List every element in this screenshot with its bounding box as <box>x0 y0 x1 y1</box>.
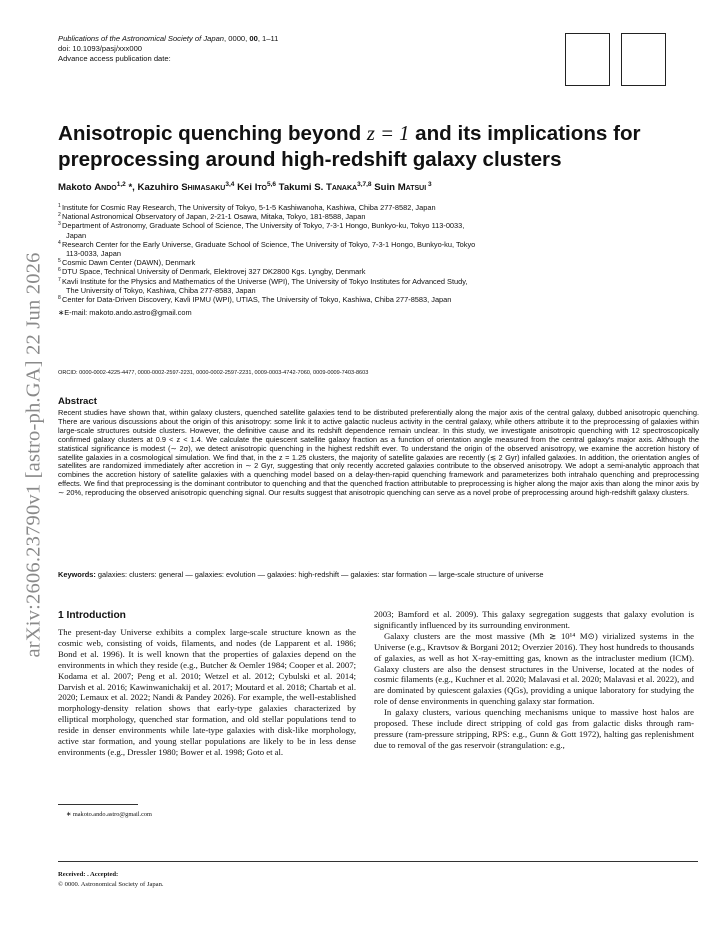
affiliation-text: Cosmic Dawn Center (DAWN), Denmark <box>62 258 196 268</box>
access-date: Advance access publication date: <box>58 54 171 63</box>
paper-title <box>58 121 678 172</box>
intro-paragraph-1-cont: 2003; Bamford et al. 2009). This galaxy segregation suggests that galaxy evolution is significantly influenced by its surrounding environment. <box>374 609 694 630</box>
affiliation-text: National Astronomical Observatory of Japan, 2-21-1 Osawa, Mitaka, Tokyo, 181-8588, Japan <box>62 212 366 222</box>
column-left <box>58 627 356 758</box>
corresponding-email[interactable]: ∗E-mail: makoto.ando.astro@gmail.com <box>58 308 192 318</box>
author-first: Makoto <box>58 182 95 194</box>
author-first: Kazuhiro <box>137 182 182 194</box>
author-last: Ito <box>254 182 267 194</box>
affiliation-list <box>58 203 698 317</box>
author-sup: 3 <box>426 181 432 188</box>
affiliation-number: 4 <box>58 239 61 246</box>
author-list <box>58 181 688 193</box>
journal-header <box>58 34 498 64</box>
intro-paragraph-2: Galaxy clusters are the most massive (Mh ≳ 10¹⁴ M⊙) virialized systems in the Universe (e.g., Kravtsov & Borgani 2012; Overzier 2016). They host hundreds to thousands of galaxies, as well as hot X-ray-emitting gas, known as the intracluster medium (ICM). Galaxy clusters are also the densest structures in the Universe, located at the nodes of cosmic filaments (e.g., Kuchner et al. 2020; Malavasi et al. 2020; Malavasi et al. 2022), and are dominated by quiescent galaxies (QGs), providing a unique laboratory for studying the role of dense environments in quenching galaxy star formation. <box>374 630 694 707</box>
author-first: Takumi S. <box>278 182 326 194</box>
affiliation-number: 3 <box>58 221 61 228</box>
affiliation-item <box>58 212 698 221</box>
affiliation-number: 1 <box>58 203 61 209</box>
received-line: Received: . Accepted: <box>58 871 119 878</box>
affiliation-number: 8 <box>58 295 61 302</box>
title-part1: Anisotropic quenching beyond <box>58 122 367 145</box>
title-part2: and its implications for preprocessing around high-redshift galaxy clusters <box>58 122 641 171</box>
author-sup: 3,4 <box>225 181 235 188</box>
abstract-text: Recent studies have shown that, within galaxy clusters, quenched satellite galaxies tend to be distributed preferentially along the major axis of the central galaxy, dubbed anisotropic quenching. There are various discussions about the origin of this anisotropy: some link it to active galactic nucleus activity in the central galaxy, while others attribute it to the preprocessing of galaxies within large-scale structures outside clusters. However, the definitive cause and its redshift dependence remain unclear. In this study, we investigate anisotropic quenching with 12 spectroscopically confirmed galaxy clusters at 0.9 < z < 1.4. We calculate the quiescent satellite galaxy fraction as a function of orientation angle measured from the central galaxy's major axis. Although the statistical significance is modest (∼ 2σ), we detect anisotropic quenching in the highest redshift ever. To understand the origin of the observed anisotropy, we examine the accretion history of satellite galaxies in a cosmological simulation. We find that, in the z = 1.25 clusters, the majority of satellite galaxies are recently (≲ 2 Gyr) infalled galaxies. In addition, the orientation angles of satellites are randomized immediately after accretion in ∼ 2 Gyr, suggesting that only recently accreted galaxies contribute to the observed anisotropy. We adopt a semi-analytic approach that combines the accretion history of satellite galaxies with a quenching model based on a delay-then-rapid quenching framework and parameterizes both intrahalo quenching and preprocessing effects. We find that preprocessing is the dominant contributor to quenching and that the quenched fraction attributable to preprocessing is higher along the major axis than along the minor axis by ∼ 20%, reproducing the observed anisotropic quenching signal. Our results suggest that anisotropic quenching can serve as a novel probe of preprocessing around high-redshift galaxy clusters. <box>58 408 699 498</box>
footnote-rule <box>58 804 138 805</box>
affiliation-item <box>58 258 698 267</box>
affiliation-number: 5 <box>58 258 61 265</box>
affiliation-text: DTU Space, Technical University of Denmark, Elektrovej 327 DK2800 Kgs. Lyngby, Denmark <box>62 267 366 277</box>
affiliation-number: 6 <box>58 267 61 274</box>
intro-paragraph-3: In galaxy clusters, various quenching mechanisms unique to massive host halos are proposed. These include direct stripping of cold gas from galactic disks through ram-pressure (ram-pressure stripping, RPS: e.g., Gunn & Gott 1972), halting gas replenishment due to removal of the gas reservoir (strangulation: e.g., <box>374 707 694 750</box>
affiliation-number: 2 <box>58 212 61 219</box>
author-last: Tanaka <box>325 182 358 194</box>
title-math: z = 1 <box>366 123 410 145</box>
doi[interactable]: doi: 10.1093/pasj/xxx000 <box>58 44 143 53</box>
affiliation-item <box>58 277 698 295</box>
author-sup: 5,6 <box>266 181 276 188</box>
keywords-text: galaxies: clusters: general — galaxies: evolution — galaxies: high-redshift — galaxies: star formation — large-scale structure of universe <box>95 570 544 579</box>
abstract-heading: Abstract <box>58 396 97 407</box>
affiliation-number: 7 <box>58 276 61 283</box>
footnote-email: ∗ makoto.ando.astro@gmail.com <box>66 811 152 818</box>
affiliation-item <box>58 295 698 304</box>
affiliation-text: Kavli Institute for the Physics and Mathematics of the Universe (WPI), The University of Tokyo Institutes for Advanced Study, <box>62 276 468 286</box>
column-right <box>374 609 694 751</box>
affiliation-continuation: 113-0033, Japan <box>66 249 121 259</box>
affiliation-text: Center for Data-Driven Discovery, Kavli IPMU (WPI), UTIAS, The University of Tokyo, Kashiwa, Chiba 277-8583, Japan <box>62 295 452 305</box>
arxiv-stamp-text[interactable]: arXiv:2606.23790v1 [astro-ph.GA] 22 Jun 2026 <box>22 252 45 658</box>
affiliation-item <box>58 221 698 239</box>
citation-tail: , 0000, <box>224 34 250 43</box>
orcid-line: ORCID: 0000-0002-4225-4477, 0000-0002-2597-2231, 0000-0002-2597-2231, 0009-0003-4742-7060, 0009-0009-7403-8603 <box>58 370 369 376</box>
intro-paragraph-1: The present-day Universe exhibits a complex large-scale structure known as the cosmic web, consisting of voids, filaments, and nodes (de Lapparent et al. 1986; Bond et al. 1996). It is well known that the properties of galaxies depend on the environments in which they reside (e.g., Butcher & Oemler 1984; Cooper et al. 2007; Kodama et al. 2007; Peng et al. 2010; Wetzel et al. 2012; Cybulski et al. 2014; Darvish et al. 2016; Kawinwanichakij et al. 2017; Moutard et al. 2018; Chartab et al. 2020; Lemaux et al. 2022; Nandi & Pandey 2026). For example, the well-established morphology-density relation shows that early-type galaxies characterized by elliptical morphology, quenched star formation, and old stellar populations tend to reside in denser environments while late-type galaxies with disk-like morphology, active star formation, and young stellar populations are likely to be in less dense environments (e.g., Dressler 1980; Bower et al. 1998; Goto et al. <box>58 627 356 757</box>
affiliation-item <box>58 267 698 276</box>
affiliation-text: Research Center for the Early Universe, Graduate School of Science, The University of Tokyo, 7-3-1 Hongo, Bunkyo-ku, Tokyo <box>62 239 476 249</box>
keywords-label: Keywords: <box>58 570 96 579</box>
affiliation-text: Department of Astronomy, Graduate School of Science, The University of Tokyo, 7-3-1 Hongo, Bunkyo-ku, Tokyo 113-0033, <box>62 221 465 231</box>
author-last: Shimasaku <box>181 182 226 194</box>
affiliation-item <box>58 203 698 212</box>
author-sup: 3,7,8 <box>357 181 372 188</box>
keywords <box>58 571 699 580</box>
author-first: Suin <box>374 182 398 194</box>
author-mark: *, <box>125 182 138 194</box>
author-first: Kei <box>237 182 255 194</box>
pages: , 1–11 <box>257 34 279 43</box>
affiliation-continuation: Japan <box>66 230 87 240</box>
header-box-right <box>621 33 666 86</box>
header-box-left <box>565 33 610 86</box>
affiliation-continuation: The University of Tokyo, Kashiwa, Chiba 277-8583, Japan <box>66 285 256 295</box>
journal-name: Publications of the Astronomical Society of Japan <box>58 34 225 43</box>
author-sup: 1,2 <box>116 181 126 188</box>
section-heading-introduction: 1 Introduction <box>58 610 126 621</box>
affiliation-item <box>58 240 698 258</box>
author-last: Matsui <box>397 182 427 194</box>
arxiv-stamp <box>14 210 54 700</box>
copyright-line: © 0000. Astronomical Society of Japan. <box>58 881 164 888</box>
affiliation-text: Institute for Cosmic Ray Research, The University of Tokyo, 5-1-5 Kashiwanoha, Kashiwa, Chiba 277-8582, Japan <box>62 203 436 212</box>
author-last: Ando <box>94 182 117 194</box>
bottom-rule <box>58 861 698 862</box>
volume: 00 <box>249 34 258 43</box>
